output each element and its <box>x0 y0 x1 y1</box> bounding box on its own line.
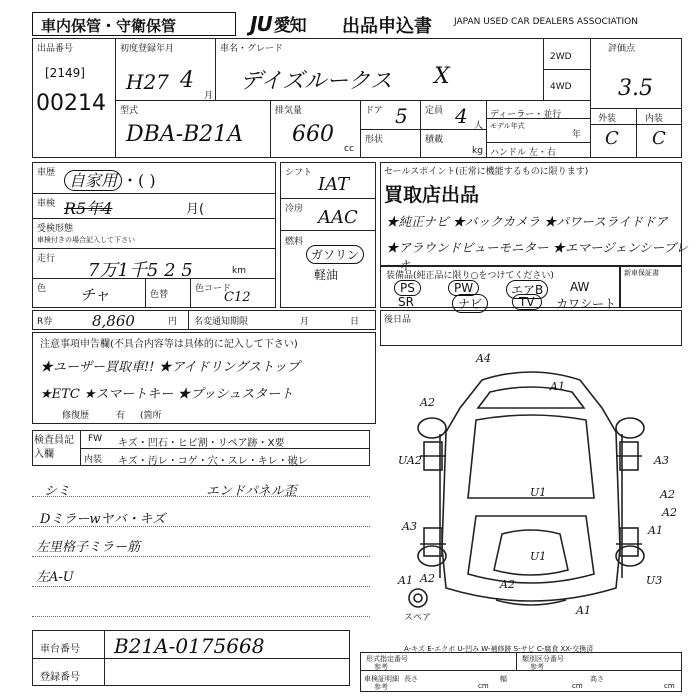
damage-legend: A-キズ E-エクボ U-凹み W-補修跡 S-サビ C-腐食 XX-交換済 <box>404 645 594 653</box>
shape-label: 形状 <box>365 135 384 145</box>
color-change-label: 色替 <box>150 290 169 300</box>
score-value: 3.5 <box>618 76 653 101</box>
equip-tv: TV <box>512 294 542 310</box>
dealer-label: ディーラー・並行 <box>490 110 562 120</box>
history-value <box>64 168 156 191</box>
car-diagram <box>380 348 682 638</box>
inspection-label: 車検 <box>37 199 56 209</box>
later-date-label: 後日品 <box>384 315 412 325</box>
height-label: 高さ <box>590 675 604 683</box>
inspection-value: R5年4 <box>64 199 113 218</box>
equip-aw: AW <box>570 280 590 294</box>
doors-label: ドア <box>365 106 383 116</box>
repair-place: (箇所 <box>140 411 162 421</box>
fw-label: FW <box>88 434 103 444</box>
storage-tag-text: 車内保管・守衛保管 <box>41 17 177 35</box>
equip-navi: ナビ <box>452 294 488 313</box>
doc-title: 出品申込書 <box>342 16 432 37</box>
exterior-label: 外装 <box>598 114 617 124</box>
equip-ps: PS <box>394 280 421 296</box>
drive-2wd: 2WD <box>550 52 572 62</box>
chassis-label: 車台番号 <box>40 644 80 655</box>
equip-leather: カワシート <box>556 297 617 311</box>
storage-tag <box>32 12 236 36</box>
doors-value: 5 <box>395 104 408 128</box>
lot-number-label: 出品番号 <box>37 44 74 54</box>
cert-ref-label: 車検証明細 <box>364 675 399 683</box>
cc-label: cc <box>344 144 354 154</box>
mark-a3-r: A3 <box>654 454 669 467</box>
height-cm: cm <box>664 682 675 690</box>
notes-label: 注意事項申告欄(不具合内容等は具体的に記入して下さい) <box>40 339 298 350</box>
grade: X <box>434 64 450 89</box>
interior-grade: C <box>652 128 666 149</box>
sales-point-2: ★アラウンドビューモニター ★エマージェンシーブレーキ <box>386 240 689 273</box>
aircon-value: AAC <box>318 207 358 228</box>
capacity-label: 定員 <box>425 106 444 116</box>
inspector-note-1: シミ <box>44 484 71 499</box>
inspection-month: 月( <box>186 202 205 217</box>
notes-line-1: ★ユーザー買取車!! ★アイドリングストップ <box>40 360 300 375</box>
inspector-note-5: 左A-U <box>36 570 74 585</box>
naiso-label: 内装 <box>84 455 103 465</box>
mark-a1-r: A1 <box>648 524 663 537</box>
capacity-value: 4 <box>455 104 468 128</box>
car-name-label: 車名・グレード <box>220 44 284 54</box>
history-circled: 自家用 <box>64 170 122 191</box>
mark-u1-rear: U1 <box>530 550 547 563</box>
reg-month: 4 <box>180 68 194 93</box>
cert-ref-sub: 参考 <box>374 683 388 691</box>
year-unit: 年 <box>572 130 582 140</box>
fuel-label: 燃料 <box>285 237 304 247</box>
chassis-value: B21A-0175668 <box>114 634 265 658</box>
first-reg-label: 初度登録年月 <box>120 44 175 54</box>
form-ref: 参考 <box>374 663 388 671</box>
mark-a2-tail: A2 <box>500 578 515 591</box>
received-label: 受検形態 <box>37 224 74 234</box>
car-diagram-svg <box>380 348 682 638</box>
inspector-note-2: エンドパネル歪 <box>206 484 297 499</box>
load-label: 積載 <box>425 135 444 145</box>
equip-sr: SR <box>398 295 414 309</box>
lot-value: 00214 <box>36 91 106 116</box>
reg-month-unit: 月 <box>204 91 214 101</box>
month-label: 月 <box>300 317 310 327</box>
shift-value: IAT <box>318 174 350 195</box>
repair-ari: 有 <box>116 411 126 421</box>
fuel-light: 軽油 <box>314 268 339 282</box>
lot-bracket: [2149] <box>45 66 85 80</box>
sales-point-1: ★純正ナビ ★バックカメラ ★パワースライドドア <box>386 214 668 229</box>
history-paren: ・( ) <box>122 171 156 190</box>
mark-u3: U3 <box>646 574 663 587</box>
displacement-value: 660 <box>292 122 334 147</box>
length-cm: cm <box>478 682 489 690</box>
length-label: 長さ <box>404 675 418 683</box>
day-label: 日 <box>350 317 360 327</box>
naiso-items: キズ・汚レ・コゲ・穴・スレ・キレ・破レ <box>118 456 308 467</box>
history-label: 車歴 <box>37 168 56 178</box>
received-note: 車検付きの場合記入して下さい <box>37 236 135 244</box>
name-change-label: 名変通知期限 <box>194 317 249 327</box>
mileage-value: 7万1千5 2 5 <box>88 260 193 281</box>
equip-airbag: エアB <box>506 280 548 299</box>
mark-a4: A4 <box>476 352 491 365</box>
warranty-label: 新車保証書 <box>624 269 659 277</box>
displacement-label: 排気量 <box>275 106 303 116</box>
era-year: H27 <box>126 70 169 94</box>
color-code-label: 色コード <box>195 284 232 294</box>
car-name: デイズルークス <box>240 69 393 94</box>
form-number-label: 形式指定番号 <box>366 655 408 663</box>
capacity-unit: 人 <box>474 121 484 131</box>
notes-line-2: ★ETC ★スマートキー ★プッシュスタート <box>40 387 294 402</box>
color-code-value: C12 <box>224 290 251 305</box>
mark-a2-rear: A2 <box>420 572 435 585</box>
model-label: 型式 <box>120 106 139 116</box>
spare-label: スペア <box>404 613 432 623</box>
repair-label: 修復歴 <box>62 411 90 421</box>
reg-number-label: 登録番号 <box>40 672 80 683</box>
inspector-note-4: 左里格子ミラー筋 <box>36 540 141 555</box>
mark-a1-tail: A1 <box>576 604 591 617</box>
class-ref: 参考 <box>530 663 544 671</box>
sales-headline: 買取店出品 <box>384 184 480 206</box>
cert-block <box>360 652 682 692</box>
handle-label: ハンドル 左・右 <box>490 148 556 158</box>
equipment-label: 装備品(純正品に限り○をつけてください) <box>386 271 554 281</box>
mark-a2-r2: A2 <box>662 506 677 519</box>
recycle-value: 8,860 <box>92 312 135 330</box>
mark-a1-l: A1 <box>398 574 413 587</box>
fw-items: キズ・凹石・ヒビ割・リペア跡・X要 <box>118 438 285 449</box>
sales-point-label: セールスポイント(正常に機能するものに限ります) <box>384 167 589 177</box>
mark-a1-top: A1 <box>550 380 565 393</box>
exterior-grade: C <box>605 128 619 149</box>
aircon-label: 冷房 <box>285 204 304 214</box>
class-number-label: 類別区分番号 <box>522 655 564 663</box>
later-date-block <box>380 310 682 346</box>
width-label: 幅 <box>500 675 507 683</box>
interior-label: 内装 <box>645 114 664 124</box>
width-cm: cm <box>572 682 583 690</box>
inspector-note-3: Dミラーwヤバ・キズ <box>40 512 166 527</box>
kg-label: kg <box>472 146 483 156</box>
color-value: チャ <box>80 286 110 304</box>
ju-logo: JU 愛知 <box>250 12 306 36</box>
english-title: JAPAN USED CAR DEALERS ASSOCIATION <box>454 17 638 27</box>
model-value: DBA-B21A <box>126 122 244 147</box>
mark-a2-fl: A2 <box>420 396 435 409</box>
equip-pw: PW <box>448 280 479 296</box>
drive-4wd: 4WD <box>550 82 572 92</box>
mark-a3-l: A3 <box>402 520 417 533</box>
mileage-label: 走行 <box>37 254 56 264</box>
shift-label: シフト <box>285 168 313 178</box>
mark-u1-roof: U1 <box>530 486 547 499</box>
model-year-label: モデル年式 <box>490 122 525 130</box>
color-label: 色 <box>37 284 47 294</box>
score-label: 評価点 <box>608 44 636 54</box>
mark-ua2: UA2 <box>398 454 422 467</box>
mark-a2-r: A2 <box>660 488 675 501</box>
recycle-label: R券 <box>37 317 53 327</box>
fuel-gas: ガソリン <box>306 245 364 264</box>
mileage-unit: km <box>232 266 246 276</box>
yen-label: 円 <box>168 317 178 327</box>
inspector-label: 検査員記入欄 <box>34 435 74 460</box>
